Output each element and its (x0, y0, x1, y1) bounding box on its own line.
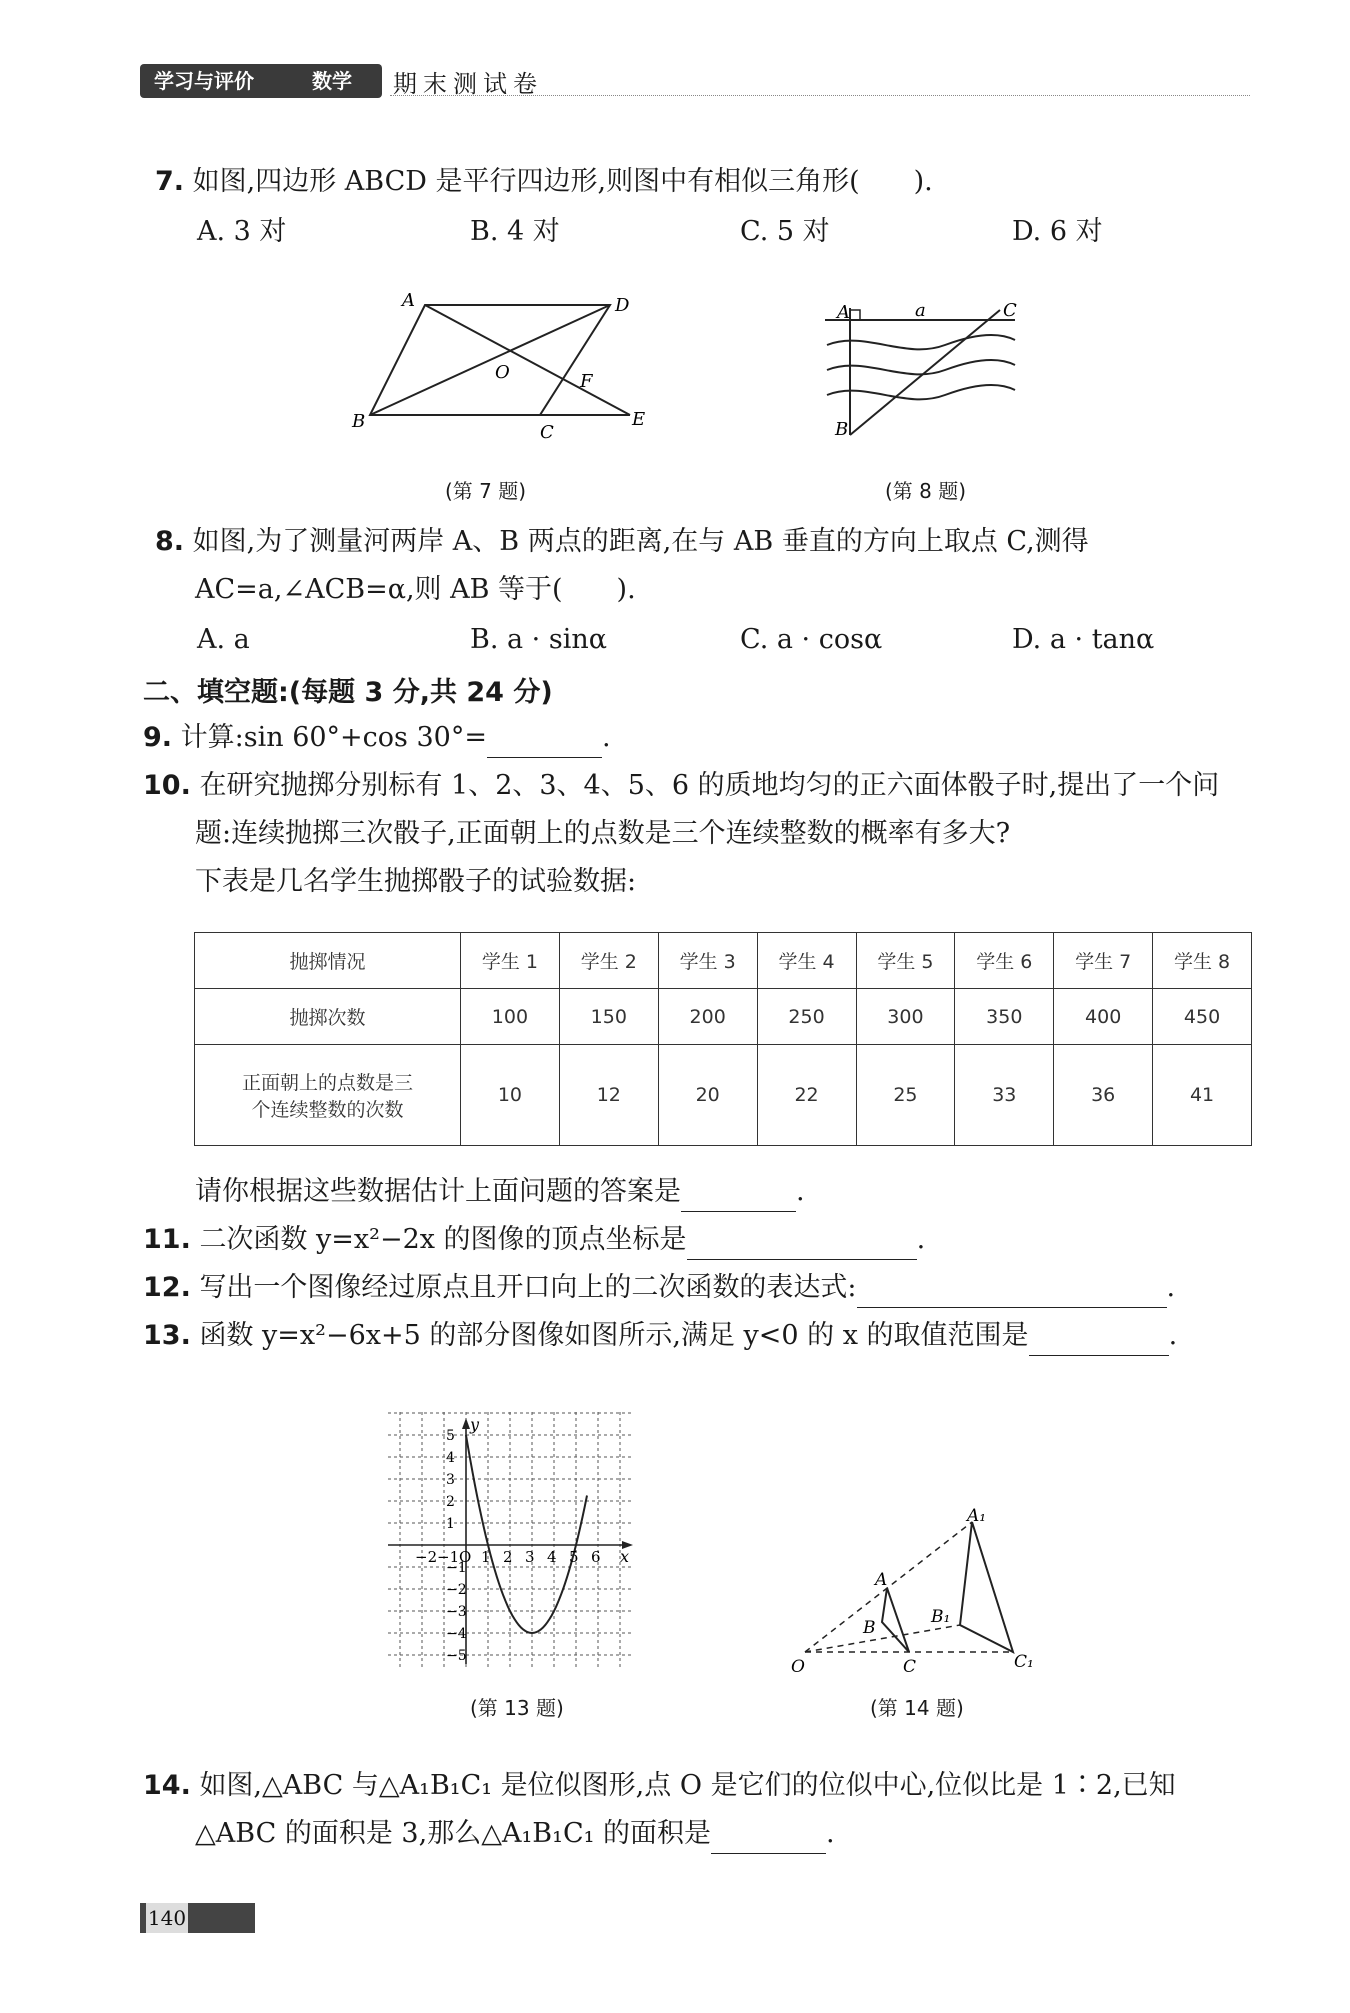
figure-14-caption: (第 14 题) (870, 1696, 964, 1720)
y-tick-label: 4 (446, 1450, 455, 1466)
x-axis-label: x (620, 1547, 630, 1566)
page-number-bar (140, 1903, 255, 1933)
label-b1: B₁ (931, 1607, 951, 1627)
table-cell: 36 (1054, 1045, 1153, 1146)
label-c: C (903, 1657, 917, 1677)
question-11: 11. 二次函数 y=x²−2x 的图像的顶点坐标是 . (143, 1220, 925, 1260)
y-tick-label: −1 (446, 1560, 467, 1576)
question-12: 12. 写出一个图像经过原点且开口向上的二次函数的表达式: . (143, 1268, 1175, 1308)
table-cell: 400 (1054, 989, 1153, 1045)
y-tick-label: −4 (446, 1626, 467, 1642)
answer-blank[interactable] (681, 1183, 796, 1212)
table-cell: 10 (461, 1045, 560, 1146)
figure-8-caption: (第 8 题) (885, 479, 967, 503)
table-row (195, 1045, 1252, 1146)
y-axis-label: y (470, 1415, 480, 1434)
question-number: 7. (155, 166, 185, 197)
question-text-line1: 在研究抛掷分别标有 1、2、3、4、5、6 的质地均匀的正六面体骰子时,提出了一个问 (199, 770, 1220, 801)
label-o: O (495, 362, 510, 383)
question-10 (143, 766, 1219, 806)
x-tick-label: 5 (569, 1548, 579, 1566)
question-8-line2: AC=a,∠ACB=α,则 AB 等于( ). (195, 574, 636, 605)
label-a1: A₁ (967, 1506, 987, 1526)
row-label-line2: 个连续整数的次数 (251, 1099, 404, 1121)
label-a: A (875, 1570, 888, 1590)
question-text: 计算:sin 60°+cos 30°= (180, 722, 487, 753)
table-cell: 250 (757, 989, 856, 1045)
figure-14-homothety (785, 1505, 1045, 1680)
question-9: 9. 计算:sin 60°+cos 30°= . (143, 718, 611, 758)
label-f: F (580, 371, 593, 392)
y-tick-label: 3 (446, 1472, 455, 1488)
label-b: B (863, 1618, 876, 1638)
y-tick-label: −5 (446, 1648, 467, 1664)
page-number: 140 (146, 1903, 188, 1933)
question-number: 11. (143, 1224, 191, 1255)
y-tick-label: 1 (446, 1516, 455, 1532)
header-rule (390, 95, 1250, 96)
x-tick-label: −2 (415, 1548, 438, 1566)
label-c1: C₁ (1014, 1652, 1034, 1672)
header-title: 期末测试卷 (393, 70, 543, 98)
table-cell: 12 (559, 1045, 658, 1146)
figure-7-parallelogram (340, 285, 660, 445)
question-text: 二次函数 y=x²−2x 的图像的顶点坐标是 (199, 1224, 687, 1255)
table-header-cell: 学生 2 (559, 933, 658, 989)
question-7 (155, 162, 933, 202)
x-tick-label: 2 (503, 1548, 513, 1566)
label-a: A (837, 302, 850, 323)
answer-blank[interactable] (687, 1231, 917, 1260)
table-header-cell: 学生 8 (1153, 933, 1252, 989)
question-13: 13. 函数 y=x²−6x+5 的部分图像如图所示,满足 y<0 的 x 的取值范围是 . (143, 1316, 1177, 1356)
table-cell: 22 (757, 1045, 856, 1146)
label-d: D (615, 295, 630, 316)
question-text-line1: 如图,△ABC 与△A₁B₁C₁ 是位似图形,点 O 是它们的位似中心,位似比是 1∶2,已知 (199, 1770, 1176, 1801)
parabola-curve (466, 1435, 587, 1633)
option-a: A. 3 对 (197, 216, 287, 247)
answer-blank[interactable] (1029, 1327, 1169, 1356)
x-tick-label: 6 (591, 1548, 601, 1566)
table-cell: 25 (856, 1045, 955, 1146)
label-c: C (1003, 300, 1017, 321)
question-text-line1: 如图,为了测量河两岸 A、B 两点的距离,在与 AB 垂直的方向上取点 C,测得 (192, 526, 1089, 557)
question-text: 写出一个图像经过原点且开口向上的二次函数的表达式: (199, 1272, 857, 1303)
question-10-line2: 题:连续抛掷三次骰子,正面朝上的点数是三个连续整数的概率有多大? (195, 818, 1011, 849)
y-tick-label: −3 (446, 1604, 467, 1620)
option-a: A. a (197, 624, 250, 655)
option-b: B. 4 对 (470, 216, 560, 247)
header-badge-right: 数学 (312, 69, 352, 93)
question-14-line2: △ABC 的面积是 3,那么△A₁B₁C₁ 的面积是 . (195, 1814, 835, 1854)
x-tick-label: 1 (481, 1548, 491, 1566)
label-b: B (835, 419, 849, 440)
question-14 (143, 1766, 1176, 1806)
table-cell: 200 (658, 989, 757, 1045)
question-text: △ABC 的面积是 3,那么△A₁B₁C₁ 的面积是 (195, 1818, 712, 1849)
table-cell: 100 (461, 989, 560, 1045)
question-number: 9. (143, 722, 173, 753)
table-cell: 41 (1153, 1045, 1252, 1146)
answer-blank[interactable] (711, 1825, 826, 1854)
question-text: 请你根据这些数据估计上面问题的答案是 (195, 1176, 681, 1207)
x-tick-label: 4 (547, 1548, 557, 1566)
table-header-cell: 学生 1 (461, 933, 560, 989)
table-header-cell: 学生 5 (856, 933, 955, 989)
x-tick-label: O (459, 1548, 472, 1566)
figure-13-parabola (378, 1402, 658, 1672)
table-cell: 300 (856, 989, 955, 1045)
label-b: B (352, 411, 366, 432)
y-tick-label: 5 (446, 1428, 455, 1444)
question-text: 函数 y=x²−6x+5 的部分图像如图所示,满足 y<0 的 x 的取值范围是 (199, 1320, 1029, 1351)
y-tick-label: 2 (446, 1494, 455, 1510)
question-number: 13. (143, 1320, 191, 1351)
figure-8-river (815, 290, 1035, 450)
dice-table (194, 932, 1252, 1146)
question-text: 如图,四边形 ABCD 是平行四边形,则图中有相似三角形( ). (192, 166, 933, 197)
row-label-line1: 正面朝上的点数是三 (241, 1072, 413, 1094)
table-header-cell: 学生 7 (1054, 933, 1153, 989)
table-cell: 20 (658, 1045, 757, 1146)
label-a: A (402, 290, 415, 311)
table-cell: 33 (955, 1045, 1054, 1146)
figure-13-caption: (第 13 题) (470, 1696, 564, 1720)
header-badge-left: 学习与评价 (154, 69, 254, 93)
label-a-length: a (915, 300, 926, 321)
option-b: B. a · sinα (470, 624, 607, 655)
option-c: C. 5 对 (740, 216, 830, 247)
question-number: 12. (143, 1272, 191, 1303)
table-header-cell: 学生 6 (955, 933, 1054, 989)
table-header-cell: 抛掷情况 (195, 933, 461, 989)
x-tick-label: 3 (525, 1548, 535, 1566)
table-cell: 350 (955, 989, 1054, 1045)
y-axis-arrow (462, 1418, 470, 1429)
table-row-label: 抛掷次数 (195, 989, 461, 1045)
table-cell: 450 (1153, 989, 1252, 1045)
question-number: 14. (143, 1770, 191, 1801)
table-header-row (195, 933, 1252, 989)
question-10-answer: 请你根据这些数据估计上面问题的答案是 . (195, 1172, 805, 1212)
table-row-label (195, 1045, 461, 1146)
option-c: C. a · cosα (740, 624, 883, 655)
x-tick-label: −1 (437, 1548, 460, 1566)
question-10-line3: 下表是几名学生抛掷骰子的试验数据: (195, 866, 637, 897)
table-header-cell: 学生 3 (658, 933, 757, 989)
label-c: C (540, 422, 554, 443)
figure-7-caption: (第 7 题) (445, 479, 527, 503)
answer-blank[interactable] (487, 729, 602, 758)
option-d: D. a · tanα (1012, 624, 1155, 655)
y-tick-label: −2 (446, 1582, 467, 1598)
answer-blank[interactable] (857, 1279, 1167, 1308)
label-o: O (791, 1657, 805, 1677)
table-row (195, 989, 1252, 1045)
table-cell: 150 (559, 989, 658, 1045)
header-badge (140, 64, 382, 98)
question-number: 8. (155, 526, 185, 557)
option-d: D. 6 对 (1012, 216, 1103, 247)
label-e: E (632, 409, 646, 430)
table-header-cell: 学生 4 (757, 933, 856, 989)
question-number: 10. (143, 770, 191, 801)
section-title: 二、填空题:(每题 3 分,共 24 分) (143, 677, 553, 708)
question-8 (155, 522, 1089, 562)
